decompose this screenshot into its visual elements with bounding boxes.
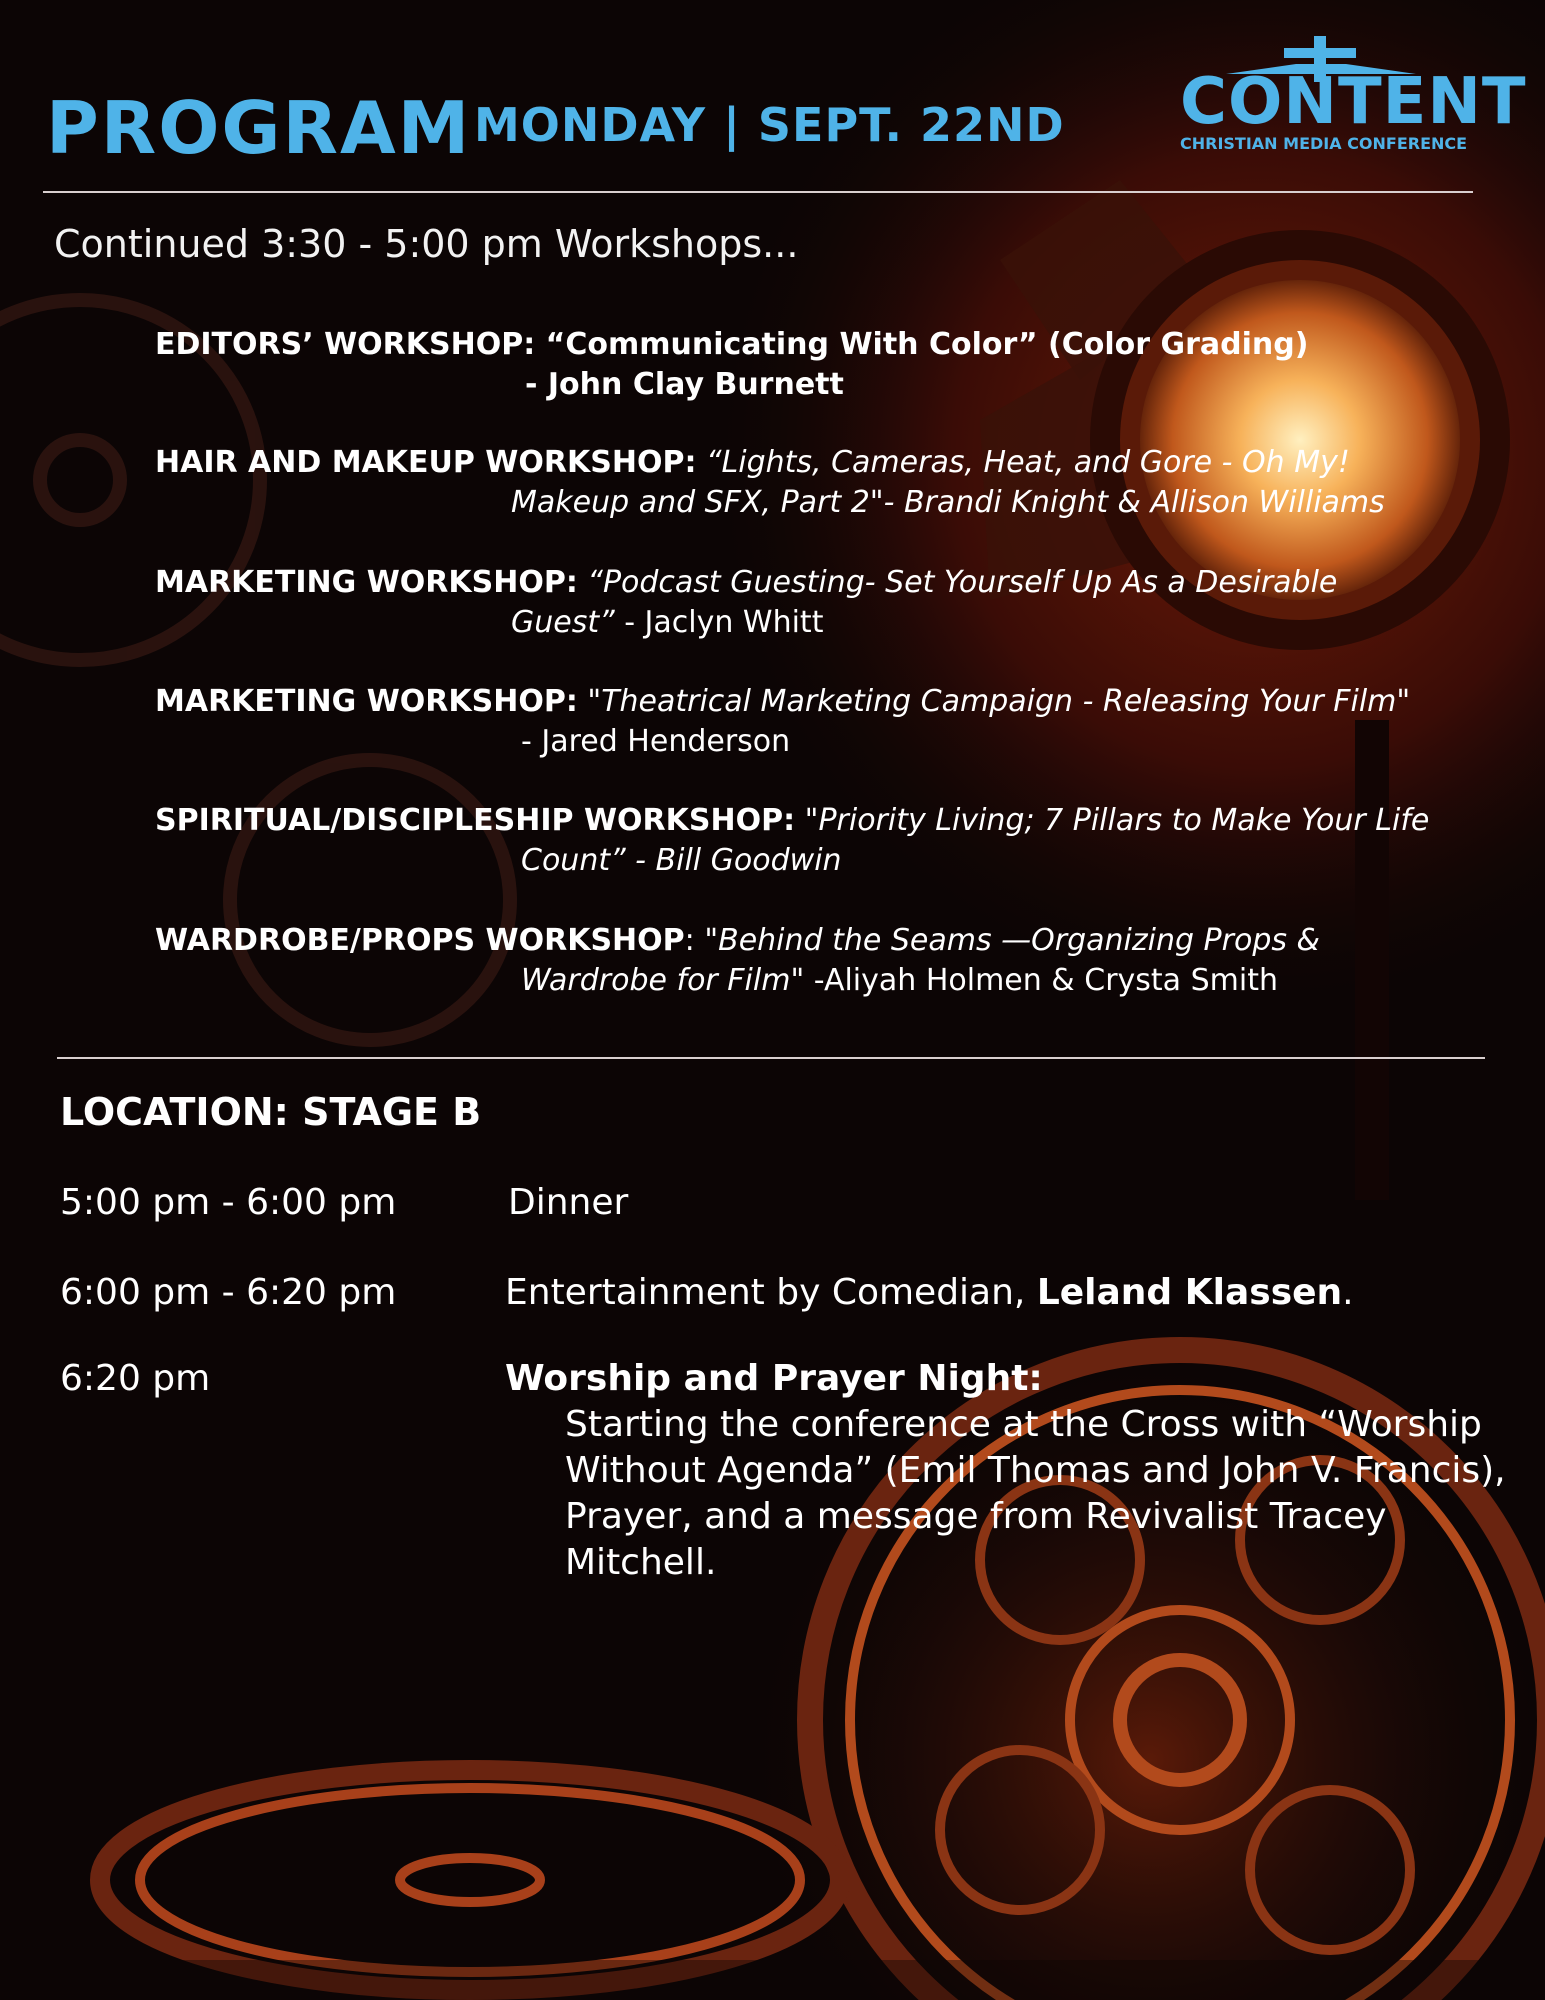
- workshop-speaker: - John Clay Burnett: [525, 367, 844, 402]
- workshops-intro: Continued 3:30 - 5:00 pm Workshops...: [54, 222, 799, 266]
- workshop-heading: SPIRITUAL/DISCIPLESHIP WORKSHOP:: [155, 803, 796, 838]
- schedule-event-end: .: [1342, 1272, 1354, 1313]
- logo-wordmark: CONTENT: [1180, 65, 1527, 139]
- schedule-time: 6:20 pm: [60, 1358, 211, 1399]
- workshop-speaker: - Jared Henderson: [521, 724, 791, 759]
- location-title: LOCATION: STAGE B: [60, 1090, 482, 1134]
- workshop-item: [155, 443, 1515, 523]
- workshop-heading: EDITORS’ WORKSHOP:: [155, 327, 536, 362]
- section-divider: [57, 1057, 1485, 1059]
- worship-description: Starting the conference at the Cross with “Worship Without Agenda” (Emil Thomas and John V. Francis), Prayer, and a message from Revivalist Tracey Mitchell.: [565, 1404, 1506, 1583]
- schedule-event-performer: Leland Klassen: [1036, 1272, 1343, 1313]
- workshop-title-end: Guest”: [511, 605, 615, 640]
- workshop-item: [155, 563, 1515, 643]
- workshop-heading: MARKETING WORKSHOP:: [155, 565, 578, 600]
- program-date: MONDAY | SEPT. 22ND: [474, 98, 1065, 152]
- workshop-title: “Lights, Cameras, Heat, and Gore - Oh My!: [696, 445, 1350, 480]
- workshop-heading: WARDROBE/PROPS WORKSHOP: [155, 923, 685, 958]
- workshop-speaker: -Aliyah Holmen & Crysta Smith: [804, 963, 1278, 998]
- workshop-item: [155, 682, 1515, 762]
- schedule-time: 5:00 pm - 6:00 pm: [60, 1182, 397, 1223]
- workshop-heading: HAIR AND MAKEUP WORKSHOP:: [155, 445, 697, 480]
- workshop-heading: MARKETING WORKSHOP:: [155, 684, 578, 719]
- conference-logo: [1176, 36, 1527, 156]
- schedule-event: Dinner: [508, 1182, 629, 1223]
- workshop-title: "Priority Living; 7 Pillars to Make Your Life: [795, 803, 1430, 838]
- workshop-colon: :: [684, 923, 705, 958]
- workshop-title: “Podcast Guesting- Set Yourself Up As a Desirable: [577, 565, 1338, 600]
- workshop-title-end: Wardrobe for Film": [521, 963, 805, 998]
- workshop-speaker: - Jaclyn Whitt: [614, 605, 824, 640]
- workshop-item: [155, 801, 1515, 881]
- header-divider: [43, 191, 1473, 193]
- program-title: PROGRAM: [46, 86, 472, 170]
- logo-subtitle: CHRISTIAN MEDIA CONFERENCE: [1180, 134, 1468, 153]
- workshop-title: “Communicating With Color” (Color Grading): [535, 327, 1309, 362]
- workshop-title: "Behind the Seams —Organizing Props &: [704, 923, 1320, 958]
- workshop-speaker: Count” - Bill Goodwin: [521, 843, 842, 878]
- workshop-item: [155, 325, 1515, 405]
- schedule-event: Worship and Prayer Night:: [505, 1358, 1043, 1399]
- schedule-event-text: Entertainment by Comedian,: [505, 1272, 1037, 1313]
- schedule-event: [505, 1272, 1354, 1313]
- workshop-title: "Theatrical Marketing Campaign - Releasing Your Film": [577, 684, 1411, 719]
- schedule-time: 6:00 pm - 6:20 pm: [60, 1272, 397, 1313]
- workshop-item: [155, 921, 1515, 1001]
- workshop-speaker: Makeup and SFX, Part 2"- Brandi Knight & Allison Williams: [511, 485, 1385, 520]
